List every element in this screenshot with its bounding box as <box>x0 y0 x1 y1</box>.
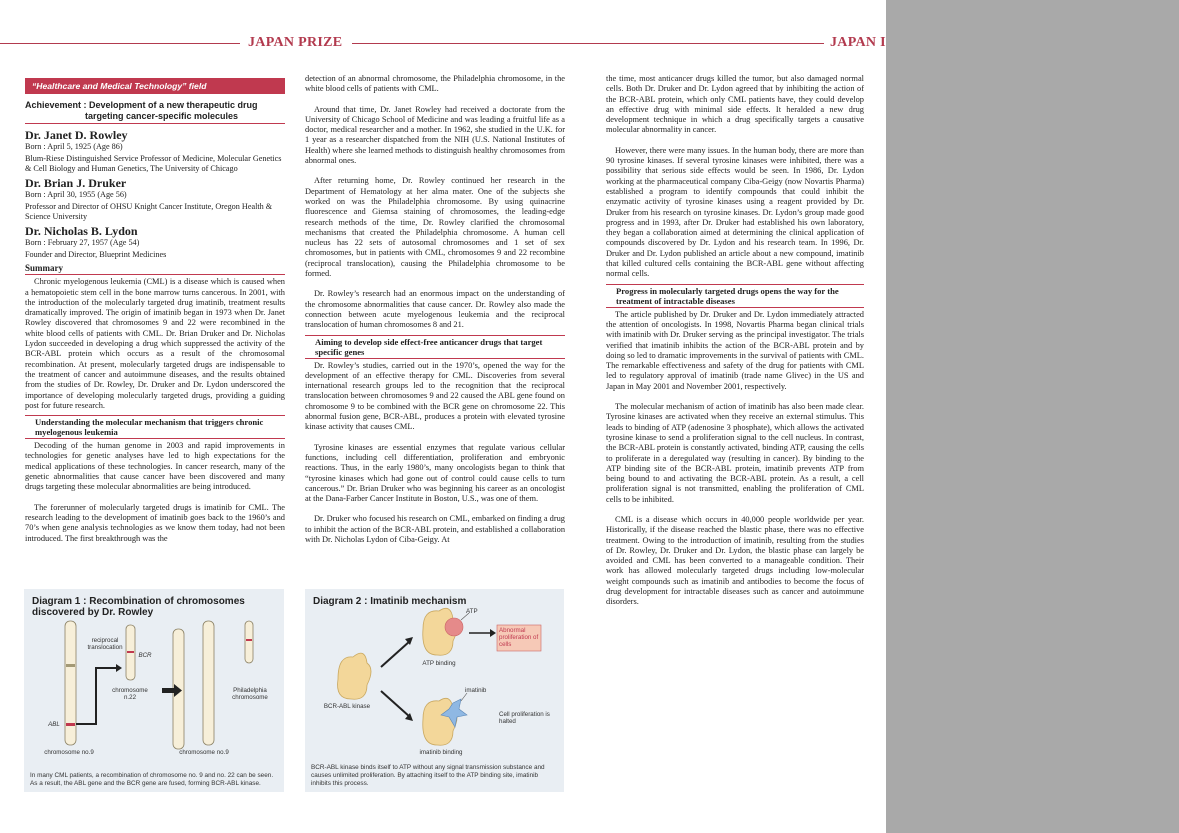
summary-heading: Summary <box>25 263 285 275</box>
body-paragraph: detection of an abnormal chromosome, the Philadelphia chromosome, in the white blood cells of patients with CML. <box>305 74 565 94</box>
diagram-2-figure <box>305 589 564 792</box>
achievement-line-1: Achievement : Development of a new therapeutic drug <box>25 100 258 111</box>
philadelphia-chromosome <box>245 621 253 663</box>
diagram-2-caption: BCR-ABL kinase binds itself to ATP without any signal transmission substance and causes unlimited proliferation. By attaching itself to the ATP binding site, imatinib inhibits this process. <box>311 764 545 787</box>
body-paragraph: After returning home, Dr. Rowley continued her research in the Department of Hematology at her alma mater. One of the subjects she worked on was the Philadelphia chromosome. By using quinacrine fluorescence and Giemsa staining of chromosomes, the leading-edge research methods of the time, Dr. Rowley clarified the chromosomal mechanisms that created the Philadelphia chromosome. A human cell nucleus has 22 sets of autosomal chromosomes and 1 set of sex chromosomes, but in patients with CML, chromosomes 9 and 22 recombine (reciprocal translocation), causing the Philadelphia chromosome to be formed. <box>305 176 565 279</box>
label-reciprocal: reciprocal translocation <box>87 637 123 651</box>
body-paragraph: The article published by Dr. Druker and Dr. Lydon immediately attracted the attention of oncologists. In 1998, Novartis Pharma began clinical trials with imatinib with Dr. Druker serving as the principal investigator. The trials verified that imatinib inhibits the action of the BCR-ABL protein and by doing so led to dramatic improvements in the survival of patients with CML. The remarkable effectiveness and safety of the drug for patients with CML led to regulatory approval of imatinib (trade name Glivec) in the US and Japan in May 2001 and November 2001, respectively. <box>606 309 864 391</box>
column-2 <box>305 74 565 555</box>
laureate-born: Born : April 5, 1925 (Age 86) <box>25 142 123 152</box>
field-banner: “Healthcare and Medical Technology” field <box>25 78 285 94</box>
diagram-1-caption: In many CML patients, a recombination of chromosome no. 9 and no. 22 can be seen. As a result, the ABL gene and the BCR gene are fused, forming BCR-ABL kinase. <box>30 772 274 787</box>
arrow-head <box>116 664 122 672</box>
label-imatinib: imatinib <box>465 687 487 694</box>
body-paragraph: However, there were many issues. In the human body, there are more than 90 tyrosine kinases. If several tyrosine kinases were inhibited, there was a possibility that serious side effects would be seen. In 1986, Dr. Lydon working at the pharmaceutical company Ciba-Geigy (now Novartis Pharma) established a program to identify compounds that could inhibit the enzymatic activity of tyrosine kinases using a reagent provided by Dr. Druker from his research on tyrosine kinases. Dr. Lydon’s group made good progress and in 1993, after Dr. Druker had established his own laboratory, they began a collaboration aimed at determining the clinical application of compounds discovered by Dr. Lydon and his research team. In 1996, Dr. Druker and Dr. Lydon published an article about a new compound, imatinib that killed cultured cells containing the BCR-ABL gene without affecting normal cells. <box>606 145 864 279</box>
body-paragraph: Dr. Rowley’s research had an enormous impact on the understanding of the chromosome abnormalities that cause cancer. Dr. Rowley also made the connection between acute myelogenous leukemia and the reciprocal translocation of human chromosomes 8 and 21. <box>305 289 565 330</box>
diagram-2-imatinib-mechanism <box>305 589 564 792</box>
label-atp-binding: ATP binding <box>422 660 456 667</box>
label-halted: Cell proliferation is halted <box>499 711 550 725</box>
fusion-band <box>246 639 252 641</box>
achievement-heading <box>25 100 285 124</box>
arrow-right-head <box>490 629 496 637</box>
kinase-shape-left <box>338 653 371 699</box>
column-1 <box>25 78 285 554</box>
body-paragraph: Dr. Rowley’s studies, carried out in the 1970’s, opened the way for the development of an effective therapy for CML. Discoveries from several international research groups led to the recognition that the reciprocal translocation between chromosomes 9 and 22 caused the ABL gene found on chromosome 9 to be combined with the BCR gene on chromosome 22. This abnormal fusion gene, BCR-ABL, produces a protein with elevated tyrosine kinase activity that causes CML. <box>305 360 565 432</box>
header-rule-middle <box>352 43 824 44</box>
body-paragraph: the time, most anticancer drugs killed the tumor, but also damaged normal cells. Both Dr. Druker and Dr. Lydon agreed that by inhibiting the action of the BCR-ABL protein, which only CML patients have, they could develop an effective drug with minimal side effects. It heralded a new drug development technique in which a drug specifically targets a causative molecular abnormality in cancer. <box>606 74 864 135</box>
chromosome-9-left <box>65 621 76 745</box>
chromosome-9-result <box>203 621 214 745</box>
column-3 <box>606 74 864 618</box>
section-heading: Aiming to develop side effect-free anticancer drugs that target specific genes <box>305 335 565 359</box>
header-title-right: JAPAN I <box>830 35 886 50</box>
laureate-position: Founder and Director, Blueprint Medicines <box>25 250 167 260</box>
label-kinase: BCR-ABL kinase <box>323 703 371 710</box>
laureate-position: Professor and Director of OHSU Knight Cancer Institute, Oregon Health & Science University <box>25 202 273 222</box>
label-chr9-left: chromosome no.9 <box>44 749 94 756</box>
laureate-born: Born : February 27, 1957 (Age 54) <box>25 238 140 248</box>
diagram-2-title: Diagram 2 : Imatinib mechanism <box>313 596 467 607</box>
bcr-band <box>127 651 134 653</box>
label-philadelphia: Philadelphia chromosome <box>232 687 268 701</box>
label-bcr: BCR <box>138 652 152 659</box>
label-atp: ATP <box>466 608 478 615</box>
label-imatinib-binding: imatinib binding <box>419 749 463 756</box>
laureate-name: Dr. Nicholas B. Lydon <box>25 224 138 239</box>
body-paragraph: Tyrosine kinases are essential enzymes that regulate various cellular functions, including cell differentiation, proliferation and embryonic reactions. Thus, in the early 1980’s, many oncologists began to think that “tyrosine kinases which had gone out of control could cause cells to turn cancerous.” Dr. Brian Druker who was beginning his career as an oncologist at the Dana-Farber Cancer Institute in Boston, U.S., was one of them. <box>305 442 565 504</box>
laureate-born: Born : April 30, 1955 (Age 56) <box>25 190 127 200</box>
laureate-name: Dr. Brian J. Druker <box>25 176 127 191</box>
body-paragraph: CML is a disease which occurs in 40,000 people worldwide per year. Historically, if the disease reached the blastic phase, there was no effective treatment. Owing to the introduction of imatinib, resulting from the studies of Dr. Rowley, Dr. Druker and Dr. Lydon, the blastic phase can largely be avoided and CML has been converted to a manageable condition. Their work has allowed molecularly targeted drugs including low-molecular weight compounds such as imatinib and antibodies to become the focus of drug development for intractable diseases such as cancer and autoimmune disorders. <box>606 514 864 607</box>
body-paragraph: Dr. Druker who focused his research on CML, embarked on finding a drug to inhibit the action of the BCR-ABL protein, and established a collaboration with Dr. Nicholas Lydon of Ciba-Geigy. At <box>305 514 565 544</box>
big-arrow-shaft <box>162 688 174 693</box>
imatinib-pointer <box>461 693 467 701</box>
centromere-band <box>66 664 75 667</box>
body-paragraph: The forerunner of molecularly targeted drugs is imatinib for CML. The research leading to the development of imatinib goes back to the 1960’s and 70’s when gene analysis technologies as we know them today, had not been introduced. The first breakthrough was the <box>25 502 285 543</box>
diagram-1-chromosome-recombination <box>24 589 284 792</box>
section-heading: Progress in molecularly targeted drugs opens the way for the treatment of intractable diseases <box>606 284 864 308</box>
body-paragraph: Decoding of the human genome in 2003 and rapid improvements in technologies for genetic analyses have led to high expectations for the medical applications of these technologies. In cancer research, many of the genetic abnormalities that cause cancer have been discovered and many drugs targeting these molecular abnormalities are being introduced. <box>25 441 285 492</box>
diagram-1-title: Diagram 1 : Recombination of chromosomes discovered by Dr. Rowley <box>32 596 245 618</box>
label-abl: ABL <box>48 721 60 728</box>
header-title-left: JAPAN PRIZE <box>248 35 343 50</box>
laureate-name: Dr. Janet D. Rowley <box>25 128 128 143</box>
header-rule-left <box>0 43 240 44</box>
label-abnormal: Abnormal proliferation of cells <box>499 627 539 648</box>
body-paragraph: Around that time, Dr. Janet Rowley had received a doctorate from the University of Chicago School of Medicine and was leading a fruitful life as a doctor, medical researcher and a mother. In 1962, she studied in the U.K. for 1 year as a researcher dispatched from the NIH (U.S. National Institutes of Health) where she learned methods to distinguish healthy chromosomes from abnormal ones. <box>305 104 565 166</box>
label-chr9-right: chromosome no.9 <box>179 749 229 756</box>
achievement-line-2: targeting cancer-specific molecules <box>85 110 239 121</box>
summary-paragraph: Chronic myelogenous leukemia (CML) is a disease which is caused when a hematopoietic stem cell in the bone marrow turns cancerous. In 2001, with the introduction of the molecularly targeted drug imatinib, treatment results dramatically improved. The origin of imatinib began in 1973 when Dr. Janet Rowley discovered that chromosomes 9 and 22 were recombined in the white blood cells of patients with CML. Dr. Brian Druker and Dr. Nicholas Lydon succeeded in developing a drug which suppressed the activity of the BCR-ABL protein which occurs as a result of the chromosomal recombination. At present, molecularly targeted drugs are indispensable to the treatment of cancer and autoimmune diseases, and the results obtained from the studies of Dr. Rowley, Dr. Druker and Dr. Lydon underscored the importance of developing molecularly targeted drugs, providing a guiding post for future research. <box>25 277 285 410</box>
arrow-down <box>381 691 410 717</box>
laureate-position: Blum-Riese Distinguished Service Professor of Medicine, Molecular Genetics & Cell Biology and Human Genetics, The University of Chicago <box>25 154 282 174</box>
atp-molecule <box>445 618 463 636</box>
abl-band <box>66 723 75 726</box>
section-heading: Understanding the molecular mechanism that triggers chronic myelogenous leukemia <box>25 415 285 439</box>
label-chr22: chromosome n.22 <box>112 687 148 701</box>
body-paragraph: The molecular mechanism of action of imatinib has also been made clear. Tyrosine kinases are activated when they receive an external stimulus. This leads to binding of ATP (adenosine 3 phosphate), which allows the activated tyrosine kinase to send a proliferation signal to the cell nucleus. In contrast, the BCR-ABL protein is constantly activated, binding ATP, causing the cells to proliferate in a deregulated way (resulting in cancer). By binding to the ATP binding site of the BCR-ABL protein, imatinib prevents ATP from being bound to and activating the BCR-ABL protein. As a result, a cell proliferation signal is not transmitted, enabling the proliferation of CML cells to be inhibited. <box>606 402 864 504</box>
arrow-up <box>381 641 410 667</box>
